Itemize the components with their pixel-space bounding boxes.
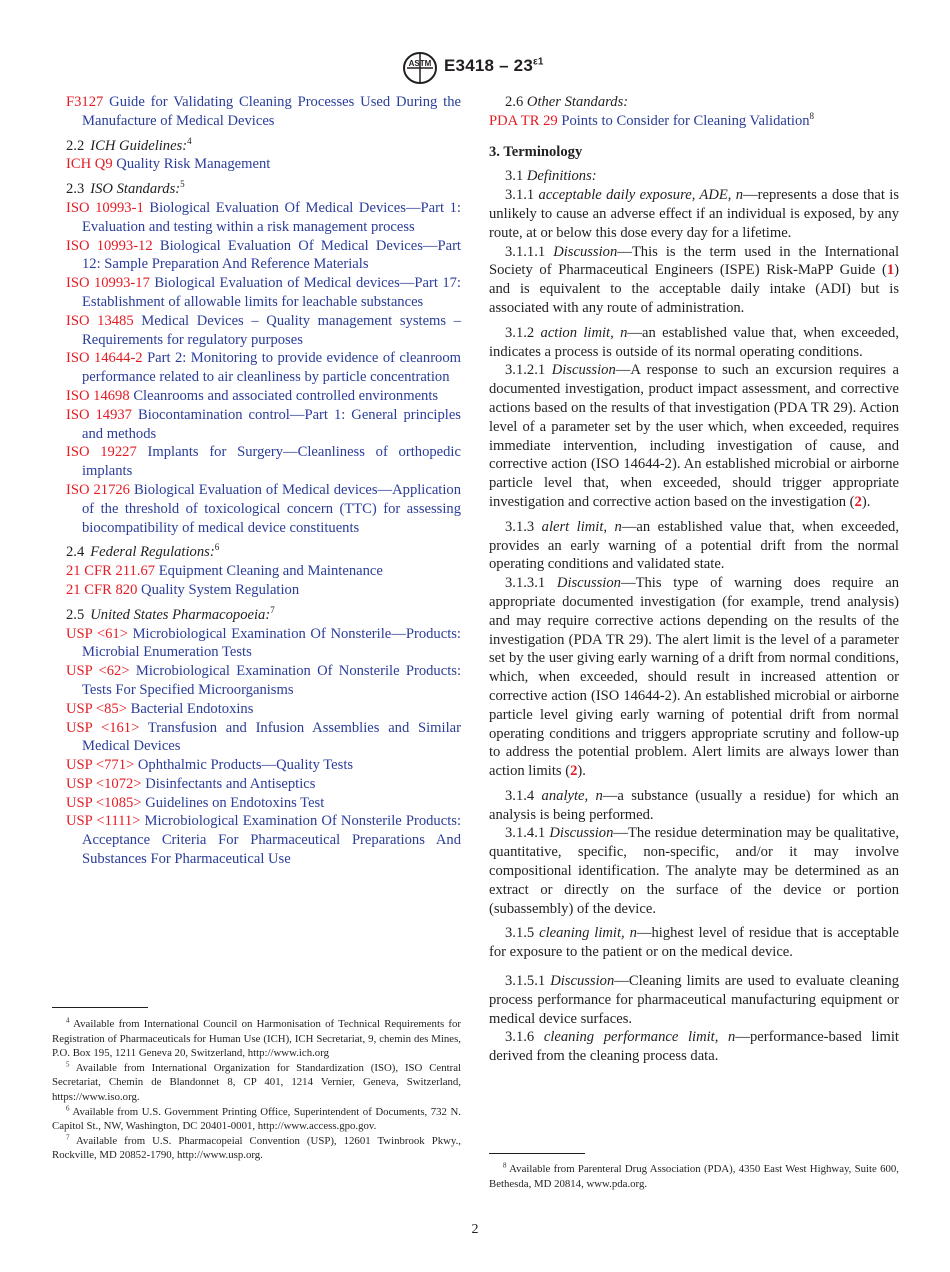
reference-title[interactable]: Biological Evaluation Of Medical Devices—Part 1: Evaluation and testing within a risk management process: [82, 199, 461, 235]
footnote-rule-right: [489, 1153, 585, 1154]
reference-iso-14644-2: [66, 349, 461, 387]
right-column: [489, 93, 899, 1066]
reference-title[interactable]: Medical Devices – Quality management systems – Requirements for regulatory purposes: [82, 312, 462, 348]
reference-title[interactable]: Biological Evaluation of Medical devices—Application of the threshold of toxicological concern (TTC) for assessing biocompatibility of medical device constituents: [82, 481, 462, 536]
reference-iso-21726: [66, 481, 461, 537]
reference-code[interactable]: 21 CFR 211.67: [66, 563, 156, 580]
reference-usp-161: [66, 719, 461, 757]
reference-usp-1085: [66, 794, 461, 813]
astm-logo-icon: [402, 52, 438, 84]
reference-usp-1111: [66, 812, 461, 868]
footnote-marker: 5: [66, 1060, 70, 1069]
footnotes-left: [52, 1017, 461, 1163]
discussion-3-1-3-1: 3.1.3.1 Discussion—This type of warning does require an appropriate documented investigation (for example, trend analysis) and may require corrective actions depending on the results of the investigation (PDA TR 29). The alert limit is the level of a parameter set by the user giving early warning of a drift from normal conditions, which, when exceeded, should result in increased attention or corrective action (ISO 14644-2). An established microbial or airborne particle level giving early warning of potential drift from normal operating conditions and triggers appropriate scrutiny and follow-up to address the potential problem. Alert limits are always lower than action limits (2).: [489, 575, 899, 780]
reference-f3127: [66, 93, 461, 131]
terminology-heading: 3. Terminology: [489, 143, 583, 160]
footnote-4: [52, 1017, 461, 1061]
footnotes-right: [489, 1162, 899, 1191]
footnote-marker: 4: [66, 1016, 70, 1025]
reference-title[interactable]: Biological Evaluation Of Medical Devices—Part 12: Sample Preparation And Reference Materials: [82, 237, 461, 273]
reference-code[interactable]: ISO 14644-2: [66, 350, 143, 367]
reference-title[interactable]: Microbiological Examination Of Nonsterile Products: Tests For Specified Microorganisms: [82, 663, 461, 698]
footnote-rule-left: [52, 1007, 148, 1008]
reference-iso-14937: [66, 406, 461, 444]
reference-code[interactable]: ISO 19227: [66, 444, 137, 461]
definitions-label: 3.1 Definitions:: [505, 168, 597, 185]
reference-code[interactable]: ISO 10993-12: [66, 237, 153, 254]
reference-21-cfr-820: [66, 581, 461, 600]
discussion-3-1-5-1: 3.1.5.1 Discussion—Cleaning limits are used to evaluate cleaning process performance for pharmaceutical manufacturing equipment or medical device surfaces.: [489, 973, 899, 1027]
reference-code[interactable]: ISO 21726: [66, 481, 130, 498]
reference-code[interactable]: USP <1072>: [66, 775, 142, 792]
section-2-4: 2.4 Federal Regulations:$^6$: [66, 542, 220, 561]
definition-3-1-6: 3.1.6 cleaning performance limit, n—performance-based limit derived from the cleaning process data.: [489, 1029, 899, 1065]
footnote-6: [52, 1105, 461, 1134]
footnote-text: Available from U.S. Government Printing Office, Superintendent of Documents, 732 N. Capitol St., NW, Washington, DC 20401-0001, http://www.access.gpo.gov.: [52, 1105, 461, 1133]
definition-3-1-4: 3.1.4 analyte, n—a substance (usually a residue) for which an analysis is being performed.: [489, 787, 899, 823]
footnote-5: [52, 1061, 461, 1105]
reference-iso-14698: [66, 387, 461, 406]
footnote-text: Available from Parenteral Drug Association (PDA), 4350 East West Highway, Suite 600, Bethesda, MD 20814, www.pda.org.: [489, 1163, 899, 1190]
reference-code[interactable]: ICH Q9: [66, 156, 113, 173]
reference-usp-85: [66, 700, 461, 719]
reference-title[interactable]: Quality Risk Management: [116, 156, 271, 173]
reference-title[interactable]: Guidelines on Endotoxins Test: [145, 794, 325, 811]
reference-iso-10993-1: [66, 199, 461, 237]
left-column: [66, 93, 461, 869]
footnote-text: Available from U.S. Pharmacopeial Convention (USP), 12601 Twinbrook Pkwy., Rockville, MD 20852-1790, http://www.usp.org.: [52, 1134, 461, 1162]
reference-title[interactable]: Bacterial Endotoxins: [130, 700, 254, 717]
reference-title[interactable]: Biocontamination control—Part 1: General principles and methods: [82, 406, 461, 442]
reference-iso-10993-12: [66, 237, 461, 275]
page-number: 2: [471, 1222, 479, 1237]
reference-title[interactable]: Microbiological Examination Of Nonsterile—Products: Microbial Enumeration Tests: [82, 625, 461, 661]
discussion-3-1-2-1: 3.1.2.1 Discussion—A response to such an excursion requires a documented investigation, product impact assessment, and corrective actions based on the results of that investigation (PDA TR 29). Action level of a parameter set by the user which, when exceeded, requires immediate intervention, including investigation of cause, and corrective action (ISO 14644-2). An established microbial or airborne particle level that, when exceeded, should trigger appropriate investigation and corrective action based on the investigation (2).: [489, 362, 899, 510]
reference-title[interactable]: Biological Evaluation of Medical devices—Part 17: Establishment of allowable limits for leachable substances: [82, 275, 461, 310]
reference-usp-771: [66, 756, 461, 775]
definition-3-1-5: 3.1.5 cleaning limit, n—highest level of residue that is acceptable for exposure to the patient or on the medical device.: [489, 925, 899, 961]
footnote-text: Available from International Council on Harmonisation of Technical Requirements for Registration of Pharmaceuticals for Human Use (ICH), ICH Secretariat, 9, chemin des Mines, P.O. Box 195, 1211 Geneva 20, Switzerland, http://www.ich.org: [52, 1018, 461, 1060]
footnote-marker: 6: [66, 1103, 70, 1112]
section-2-6: 2.6 Other Standards:: [505, 94, 629, 110]
reference-code[interactable]: USP <61>: [66, 625, 128, 642]
reference-title[interactable]: Guide for Validating Cleaning Processes Used During the Manufacture of Medical Devices: [82, 94, 461, 129]
reference-title[interactable]: Microbiological Examination Of Nonsterile Products: Acceptance Criteria For Pharmaceutical Preparations And Substances For Pharmaceutical Use: [82, 813, 461, 868]
reference-code[interactable]: USP <161>: [66, 719, 140, 736]
reference-usp-61: [66, 625, 461, 663]
reference-code[interactable]: USP <62>: [66, 663, 130, 680]
section-2-5: 2.5 United States Pharmacopoeia:$^7$: [66, 604, 275, 623]
section-2-2: 2.2 ICH Guidelines:$^4$: [66, 135, 192, 154]
reference-pda-tr-29: PDA TR 29 Points to Consider for Cleaning Validation$^8$: [489, 110, 815, 129]
reference-code[interactable]: ISO 14698: [66, 387, 130, 404]
reference-title[interactable]: Disinfectants and Antiseptics: [145, 775, 316, 792]
document-designation: $E3418 - 23^{\varepsilon 1}$: [444, 56, 544, 75]
footnote-marker: 8: [503, 1161, 507, 1170]
reference-code[interactable]: USP <85>: [66, 700, 127, 717]
reference-iso-10993-17: [66, 274, 461, 312]
footnote-7: [52, 1134, 461, 1163]
reference-title[interactable]: Part 2: Monitoring to provide evidence of cleanroom performance related to air cleanliness by particle concentration: [82, 350, 462, 386]
reference-ich-q9: [66, 155, 461, 174]
reference-title[interactable]: Transfusion and Infusion Assemblies and Similar Medical Devices: [82, 719, 461, 755]
discussion-3-1-1-1: 3.1.1.1 Discussion—This is the term used in the International Society of Pharmaceutical Engineers (ISPE) Risk-MaPP Guide (1) and is equivalent to the acceptable daily intake (ADI) but is associated with any route of administration.: [489, 243, 899, 316]
reference-code[interactable]: USP <1085>: [66, 794, 142, 811]
definition-3-1-2: 3.1.2 action limit, n—an established value that, when exceeded, indicates a process is outside of its normal operating conditions.: [489, 324, 899, 360]
reference-code[interactable]: 21 CFR 820: [66, 581, 138, 598]
footnote-marker: 7: [66, 1133, 70, 1142]
reference-code[interactable]: ISO 10993-1: [66, 199, 144, 216]
reference-title[interactable]: Equipment Cleaning and Maintenance: [158, 563, 383, 580]
footnote-8: [489, 1162, 899, 1191]
reference-iso-19227: [66, 443, 461, 481]
reference-usp-1072: [66, 775, 461, 794]
reference-title[interactable]: Cleanrooms and associated controlled environments: [133, 387, 439, 404]
reference-usp-62: [66, 662, 461, 700]
reference-code[interactable]: ISO 10993-17: [66, 275, 150, 292]
reference-21-cfr-211-67: [66, 562, 461, 581]
reference-code[interactable]: USP <771>: [66, 757, 135, 774]
discussion-3-1-4-1: 3.1.4.1 Discussion—The residue determination may be qualitative, quantitative, specific, non-specific, and/or it may involve compositional identification. The analyte may be determined as an extract or directly on the surface of the device or portion (subassembly) of the device.: [489, 825, 899, 917]
section-2-3: 2.3 ISO Standards:$^5$: [66, 179, 185, 198]
definition-3-1-1: 3.1.1 acceptable daily exposure, ADE, n—represents a dose that is unlikely to cause an adverse effect if an individual is exposed, by any route, at or below this dose every day for a lifetime.: [489, 187, 899, 241]
reference-iso-13485: [66, 312, 461, 350]
footnote-text: Available from International Organization for Standardization (ISO), ISO Central Secretariat, Chemin de Blandonnet 8, CP 401, 1214 Vernier, Geneva, Switzerland, https://www.iso.org.: [52, 1061, 462, 1103]
reference-title[interactable]: Quality System Regulation: [141, 581, 300, 598]
reference-title[interactable]: Ophthalmic Products—Quality Tests: [137, 757, 354, 774]
definition-3-1-3: 3.1.3 alert limit, n—an established value that, when exceeded, provides an early warning of a potential drift from the normal operating conditions and validated state.: [489, 518, 899, 573]
reference-code[interactable]: ISO 13485: [66, 312, 134, 329]
reference-code[interactable]: ISO 14937: [66, 406, 132, 423]
svg-text:ASTM: ASTM: [408, 59, 432, 68]
reference-code[interactable]: F3127: [66, 94, 104, 110]
reference-code[interactable]: USP <1111>: [66, 813, 141, 830]
reference-title[interactable]: Implants for Surgery—Cleanliness of orthopedic implants: [82, 444, 461, 480]
